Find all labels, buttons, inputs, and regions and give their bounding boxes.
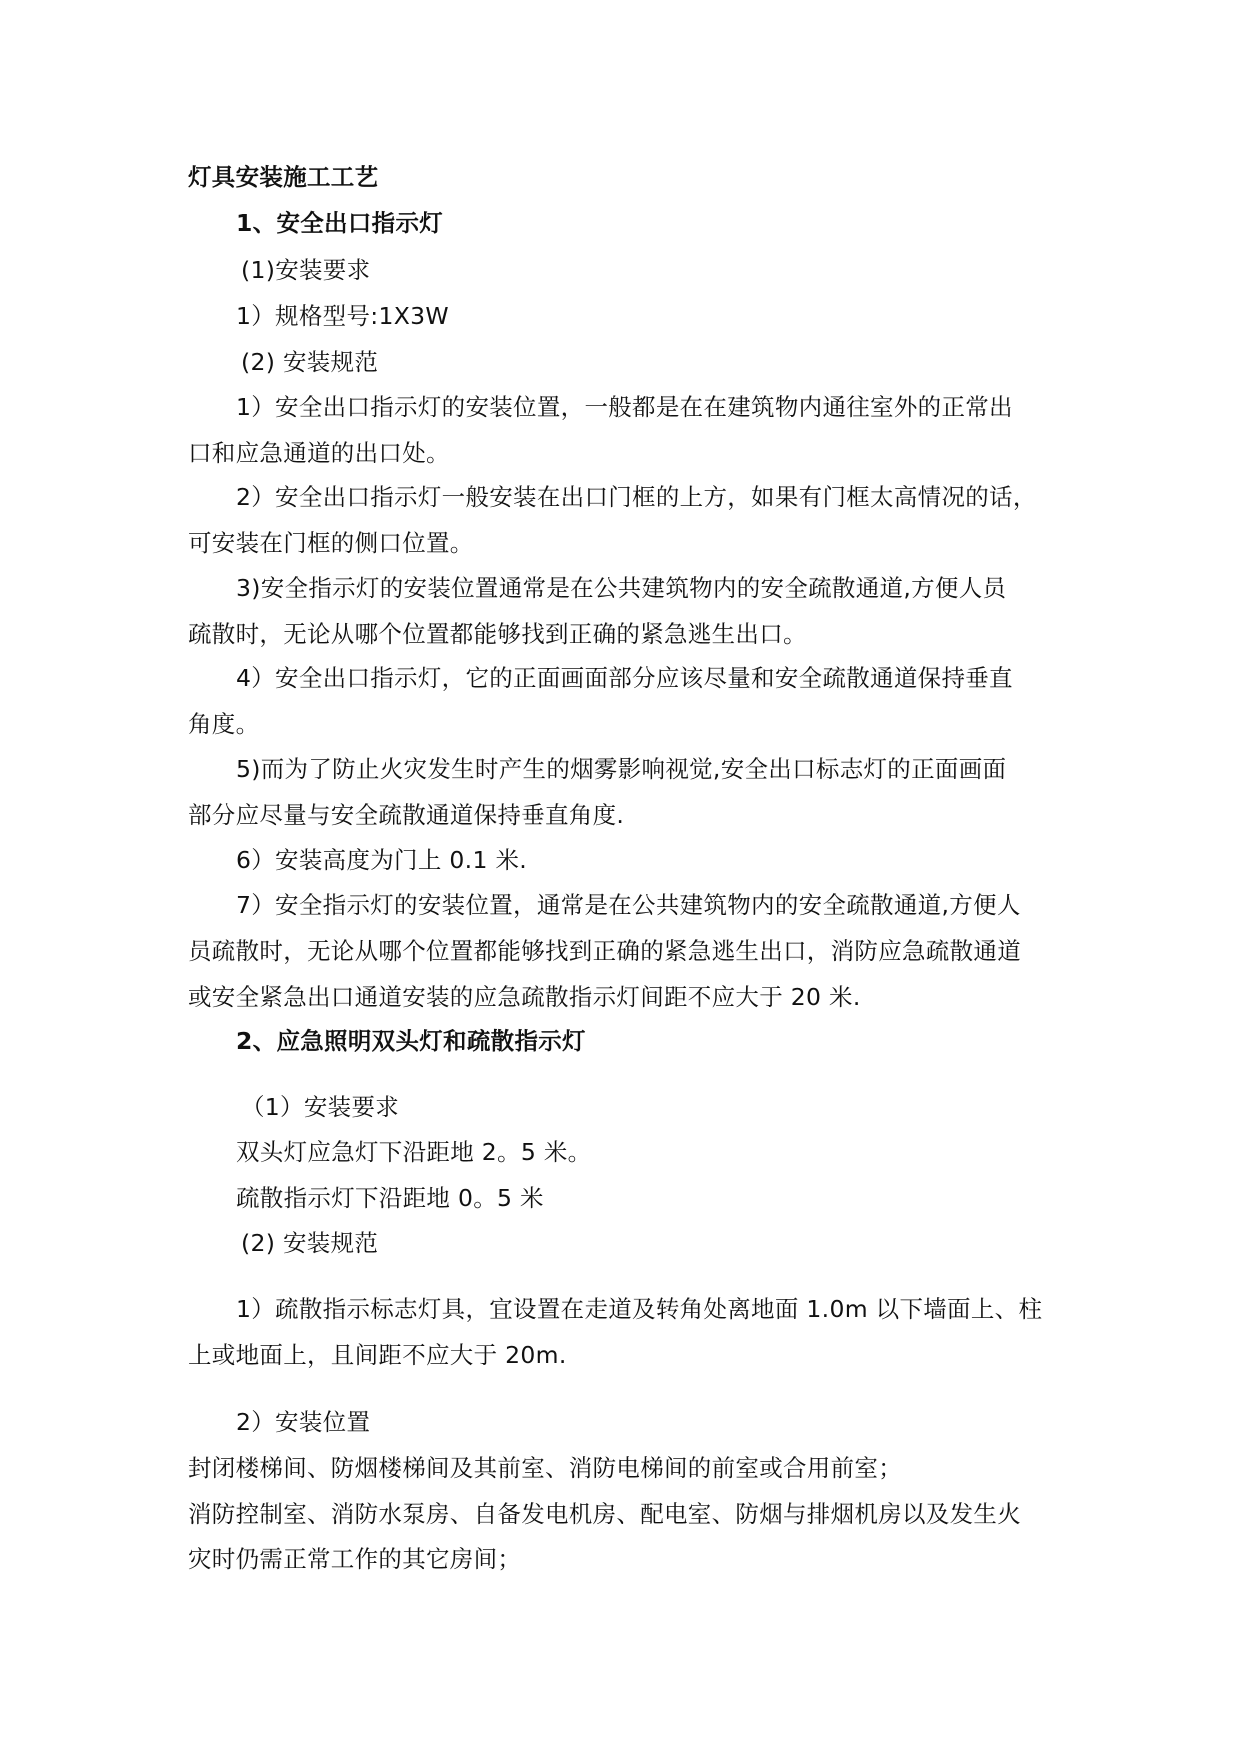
section-1-para-2-line-2: 可安装在门框的侧口位置。 [188, 529, 474, 557]
section-2-position-1: 封闭楼梯间、防烟楼梯间及其前室、消防电梯间的前室或合用前室； [188, 1454, 902, 1482]
section-1-heading: 1、安全出口指示灯 [236, 209, 444, 237]
section-1-para-7-line-3: 或安全紧急出口通道安装的应急疏散指示灯间距不应大于 20 米. [188, 983, 861, 1011]
section-1-para-4-line-1: 4）安全出口指示灯，它的正面画面部分应该尽量和安全疏散通道保持垂直 [236, 664, 1013, 692]
section-1-para-7-line-2: 员疏散时，无论从哪个位置都能够找到正确的紧急逃生出口，消防应急疏散通道 [188, 937, 1021, 965]
section-1-requirement-1: 1）规格型号:1X3W [236, 302, 449, 330]
section-1-para-1-line-1: 1）安全出口指示灯的安装位置，一般都是在在建筑物内通往室外的正常出 [236, 393, 1013, 421]
section-1-para-6: 6）安装高度为门上 0.1 米. [236, 846, 528, 874]
section-2-position-heading: 2）安装位置 [236, 1408, 371, 1436]
section-2-position-2-line-2: 灾时仍需正常工作的其它房间； [188, 1545, 522, 1573]
section-2-heading: 2、应急照明双头灯和疏散指示灯 [236, 1027, 586, 1055]
section-2-para-1-line-2: 上或地面上，且间距不应大于 20m. [188, 1341, 567, 1369]
section-1-para-4-line-2: 角度。 [188, 710, 260, 738]
section-1-para-7-line-1: 7）安全指示灯的安装位置，通常是在公共建筑物内的安全疏散通道,方便人 [236, 891, 1021, 919]
section-1-para-3-line-2: 疏散时，无论从哪个位置都能够找到正确的紧急逃生出口。 [188, 620, 807, 648]
section-2-requirement-1: 双头灯应急灯下沿距地 2。5 米。 [236, 1138, 592, 1166]
section-1-para-3-line-1: 3)安全指示灯的安装位置通常是在公共建筑物内的安全疏散通道,方便人员 [236, 574, 1007, 602]
section-2-position-2-line-1: 消防控制室、消防水泵房、自备发电机房、配电室、防烟与排烟机房以及发生火 [188, 1500, 1021, 1528]
section-2-requirement-2: 疏散指示灯下沿距地 0。5 米 [236, 1184, 544, 1212]
section-2-requirements-heading: （1）安装要求 [241, 1093, 400, 1121]
document-title: 灯具安装施工工艺 [188, 163, 379, 191]
section-1-spec-heading: (2) 安装规范 [241, 348, 379, 376]
section-1-para-5-line-1: 5)而为了防止火灾发生时产生的烟雾影响视觉,安全出口标志灯的正面画面 [236, 755, 1007, 783]
section-1-para-5-line-2: 部分应尽量与安全疏散通道保持垂直角度. [188, 801, 625, 829]
section-1-para-1-line-2: 口和应急通道的出口处。 [188, 439, 450, 467]
section-1-para-2-line-1: 2）安全出口指示灯一般安装在出口门框的上方，如果有门框太高情况的话， [236, 483, 1037, 511]
section-2-spec-heading: (2) 安装规范 [241, 1229, 379, 1257]
section-1-requirements-heading: (1)安装要求 [241, 256, 371, 284]
section-2-para-1-line-1: 1）疏散指示标志灯具，宜设置在走道及转角处离地面 1.0m 以下墙面上、柱 [236, 1295, 1043, 1323]
